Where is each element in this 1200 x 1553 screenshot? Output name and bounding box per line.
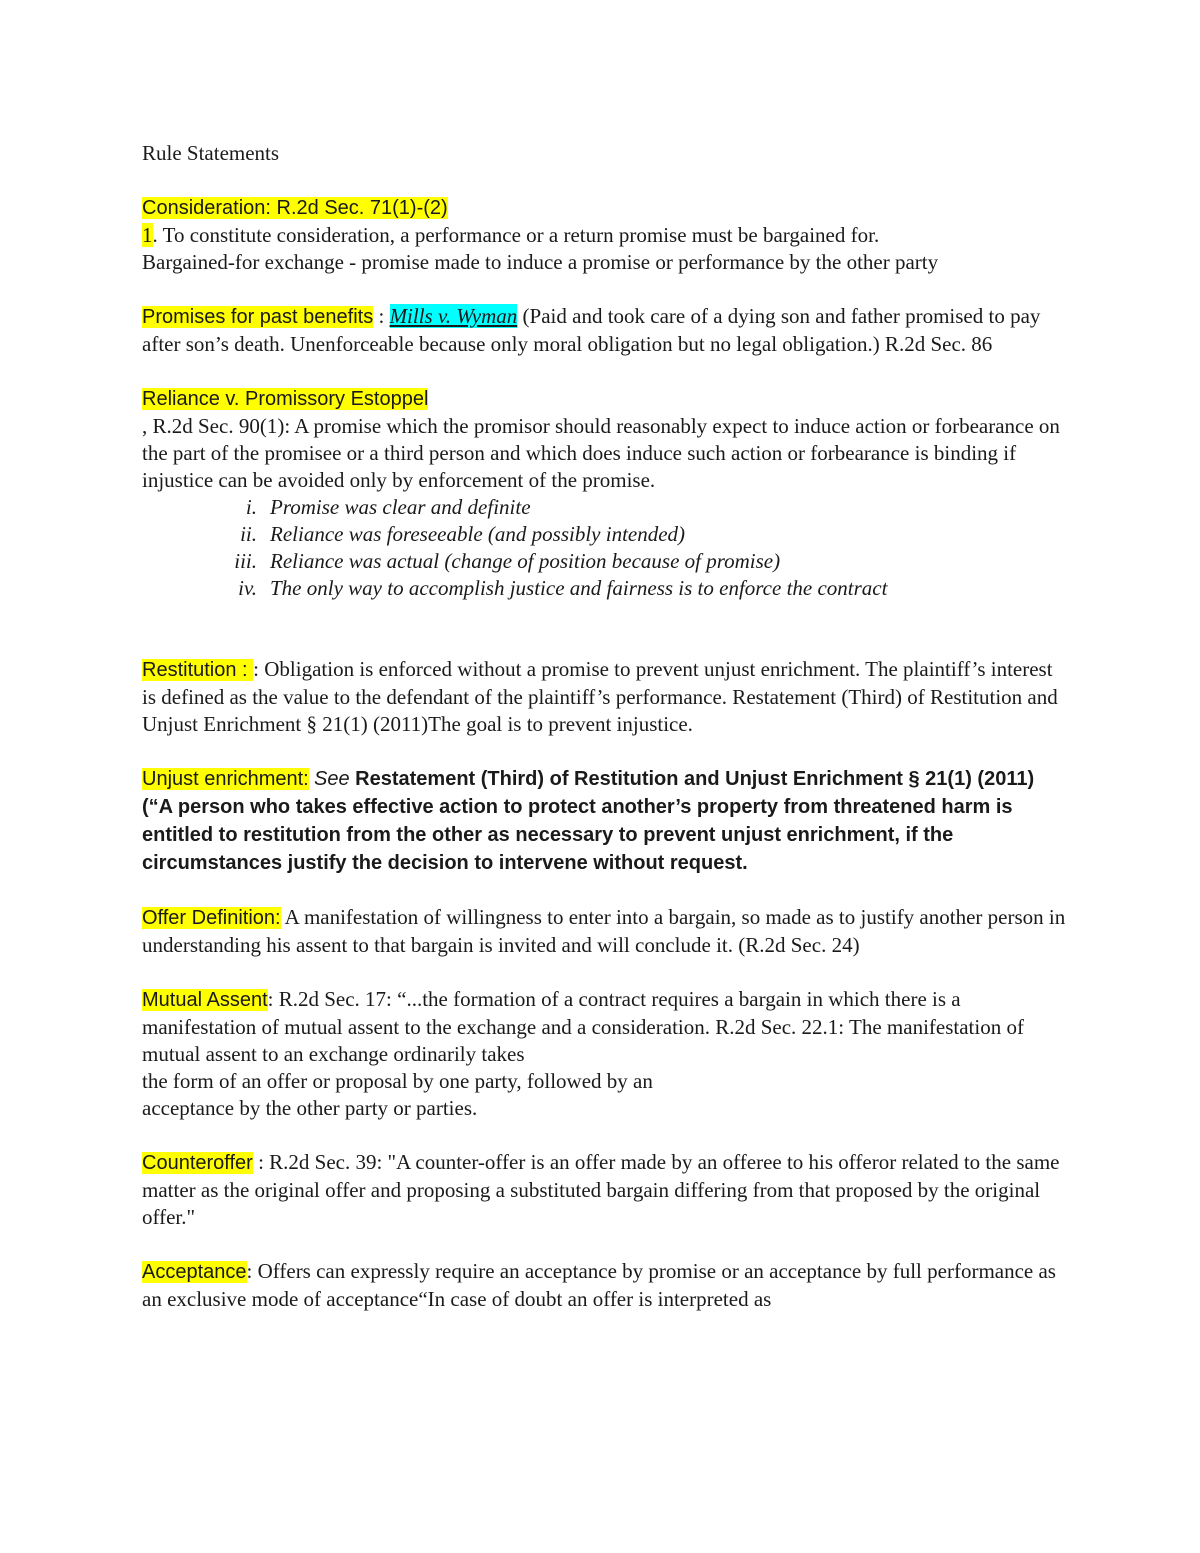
consideration-section	[142, 194, 1070, 276]
list-item	[142, 575, 1070, 602]
document-title: Rule Statements	[142, 141, 280, 165]
list-item-number: iv.	[238, 576, 257, 600]
past-benefits-text: (Paid and took care of a dying son and father promised to pay after son’s death. Unenforceable because only moral obligation but no legal obligation.) R.2d Sec. 86	[142, 304, 1041, 356]
offer-definition-section	[142, 904, 1070, 959]
mutual-assent-line-2: the form of an offer or proposal by one party, followed by an	[142, 1069, 653, 1093]
acceptance-heading: Acceptance	[142, 1261, 247, 1283]
unjust-enrichment-section	[142, 765, 1070, 877]
reliance-elements-list	[142, 494, 1070, 602]
consideration-line-1: . To constitute consideration, a performance or a return promise must be bargained for.	[152, 223, 880, 247]
reliance-section	[142, 385, 1070, 602]
restitution-heading: Restitution :	[142, 659, 254, 681]
list-item-text: Reliance was actual (change of position because of promise)	[270, 549, 781, 573]
acceptance-text: : Offers can expressly require an acceptance by promise or an acceptance by full performance as an exclusive mode of acceptance“In case of doubt an offer is interpreted as	[142, 1259, 1056, 1311]
past-benefits-separator: :	[373, 304, 390, 328]
list-item-number: ii.	[240, 522, 257, 546]
list-item-text: Promise was clear and definite	[270, 495, 531, 519]
unjust-enrichment-heading: Unjust enrichment:	[142, 768, 309, 790]
reliance-heading: Reliance v. Promissory Estoppel	[142, 388, 429, 410]
reliance-text: , R.2d Sec. 90(1): A promise which the promisor should reasonably expect to induce action or forbearance on the part of the promisee or a third person and which does induce such action or forbearance is binding if injustice can be avoided only by enforcement of the promise.	[142, 414, 1060, 492]
counteroffer-text: : R.2d Sec. 39: "A counter-offer is an offer made by an offeree to his offeror related to the same matter as the original offer and proposing a substituted bargain differing from that proposed by the original offer."	[142, 1150, 1060, 1229]
counteroffer-heading: Counteroffer	[142, 1152, 253, 1174]
list-item-number: i.	[245, 495, 257, 519]
acceptance-section	[142, 1258, 1070, 1313]
counteroffer-section	[142, 1149, 1070, 1231]
past-benefits-section	[142, 303, 1070, 358]
offer-definition-heading: Offer Definition:	[142, 907, 281, 929]
list-item-number: iii.	[234, 549, 257, 573]
unjust-enrichment-see: See	[314, 768, 350, 790]
mutual-assent-line-3: acceptance by the other party or parties.	[142, 1096, 478, 1120]
mills-v-wyman-link[interactable]: Mills v. Wyman	[389, 304, 518, 328]
unjust-enrichment-text: Restatement (Third) of Restitution and Unjust Enrichment § 21(1) (2011) (“A person who takes effective action to protect another’s property from threatened harm is entitled to restitution from the other as necessary to prevent unjust enrichment, if the circumstances justify the decision to intervene without request.	[142, 768, 1035, 874]
mutual-assent-section	[142, 986, 1070, 1122]
list-item	[142, 521, 1070, 548]
mutual-assent-line-1: : R.2d Sec. 17: “...the formation of a contract requires a bargain in which there is a manifestation of mutual assent to the exchange and a consideration. R.2d Sec. 22.1: The manifestation of mutual assent to an exchange ordinarily takes	[142, 987, 1024, 1066]
consideration-heading: Consideration: R.2d Sec. 71(1)-(2)	[142, 197, 448, 219]
list-item-text: Reliance was foreseeable (and possibly intended)	[270, 522, 686, 546]
list-item	[142, 548, 1070, 575]
restitution-text: : Obligation is enforced without a promise to prevent unjust enrichment. The plaintiff’s interest is defined as the value to the defendant of the plaintiff’s performance. Restatement (Third) of Restitution and Unjust Enrichment § 21(1) (2011)The goal is to prevent injustice.	[142, 657, 1058, 736]
past-benefits-heading: Promises for past benefits	[142, 306, 374, 328]
list-item-text: The only way to accomplish justice and fairness is to enforce the contract	[270, 576, 888, 600]
list-item	[142, 494, 1070, 521]
mutual-assent-heading: Mutual Assent	[142, 989, 268, 1011]
consideration-line-2: Bargained-for exchange - promise made to induce a promise or performance by the other party	[142, 250, 939, 274]
offer-definition-text: A manifestation of willingness to enter into a bargain, so made as to justify another person in understanding his assent to that bargain is invited and will conclude it. (R.2d Sec. 24)	[142, 905, 1066, 957]
consideration-number: 1	[142, 223, 153, 247]
restitution-section	[142, 656, 1070, 738]
